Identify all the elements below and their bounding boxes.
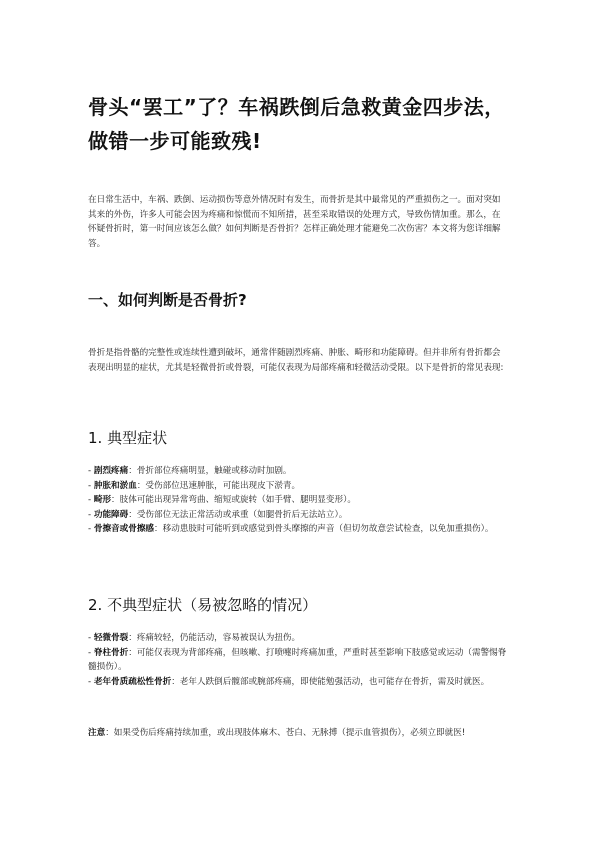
symptom-term: 剧烈疼痛 bbox=[93, 466, 129, 476]
symptom-term: 脊柱骨折 bbox=[93, 647, 129, 658]
list-item: - 骨擦音或骨擦感：移动患肢时可能听到或感觉到骨头摩擦的声音（但切勿故意尝试检查，以免加重损伤）。 bbox=[88, 524, 494, 535]
list-item: - 功能障碍：受伤部位无法正常活动或承重（如腿骨折后无法站立）。 bbox=[88, 509, 348, 520]
list-item: - 轻微骨裂：疼痛较轻，仍能活动，容易被误认为扭伤。 bbox=[88, 633, 301, 643]
list-item: - 肿胀和淤血：受伤部位迅速肿胀，可能出现皮下淤青。 bbox=[88, 480, 301, 491]
list-item: - 剧烈疼痛：骨折部位疼痛明显，触碰或移动时加剧。 bbox=[88, 466, 292, 476]
atypical-symptoms-list bbox=[88, 631, 508, 689]
list-item: - 老年骨质疏松性骨折：老年人跌倒后髋部或腕部疼痛，即使能勉强活动，也可能存在骨折，需及时就医。 bbox=[88, 676, 490, 687]
attention-note bbox=[88, 726, 508, 741]
subheading-atypical-symptoms: 2. 不典型症状（易被忽略的情况） bbox=[88, 596, 318, 614]
symptom-term: 轻微骨裂 bbox=[93, 633, 129, 643]
subheading-typical-symptoms: 1. 典型症状 bbox=[88, 429, 168, 447]
typical-symptoms-list bbox=[88, 464, 508, 537]
symptom-term: 畸形 bbox=[93, 495, 112, 506]
symptom-term: 老年骨质疏松性骨折 bbox=[93, 676, 172, 687]
list-item: - 脊柱骨折：可能仅表现为背部疼痛，但咳嗽、打喷嚏时疼痛加重，严重时甚至影响下肢感觉或运动（需警惕脊髓损伤）。 bbox=[88, 647, 507, 673]
list-item: - 畸形：肢体可能出现异常弯曲、缩短或旋转（如手臂、腿明显变形）。 bbox=[88, 495, 356, 506]
symptom-term: 功能障碍 bbox=[93, 509, 129, 520]
article-title: 骨头“罢工”了？车祸跌倒后急救黄金四步法，做错一步可能致残! bbox=[88, 95, 505, 153]
intro-paragraph: 在日常生活中，车祸、跌倒、运动损伤等意外情况时有发生，而骨折是其中最常见的严重损伤之一。面对突如其来的外伤，许多人可能会因为疼痛和惊慌而不知所措，甚至采取错误的处理方式，导致伤情加重。那么，在怀疑骨折时，第一时间应该怎么做？如何判断是否骨折？怎样正确处理才能避免二次伤害？本文将为您详细解答。 bbox=[88, 195, 501, 249]
section-heading-fracture-judgement: 一、如何判断是否骨折? bbox=[88, 291, 247, 309]
symptom-term: 骨擦音或骨擦感 bbox=[93, 524, 155, 535]
note-text: ：如果受伤后疼痛持续加重，或出现肢体麻木、苍白、无脉搏（提示血管损伤），必须立即就医! bbox=[105, 728, 466, 738]
note-label: 注意 bbox=[88, 728, 106, 738]
symptom-term: 肿胀和淤血 bbox=[93, 480, 137, 491]
fracture-definition-paragraph: 骨折是指骨骼的完整性或连续性遭到破坏，通常伴随剧烈疼痛、肿胀、畸形和功能障碍。但并非所有骨折都会表现出明显的症状，尤其是轻微骨折或骨裂，可能仅表现为局部疼痛和轻微活动受限。以下是骨折的常见表现: bbox=[88, 348, 504, 373]
